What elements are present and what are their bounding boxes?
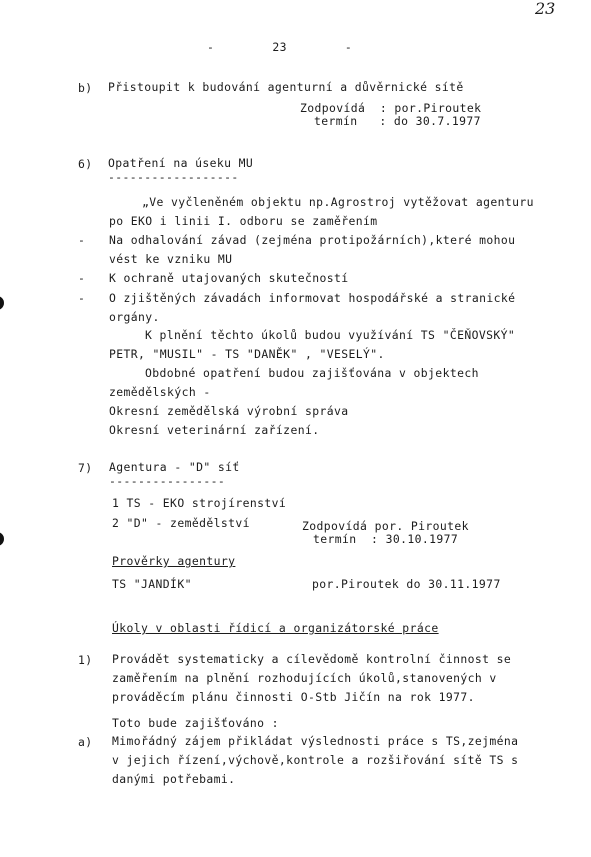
section-6-line: Na odhalování závad (zejména protipožárních),které mohou — [109, 233, 516, 247]
tasks-item-1-line: prováděcím plánu činnosti O-Stb Jičín na rok 1977. — [112, 690, 475, 704]
section-6-line: Okresní veterinární zařízení. — [109, 423, 320, 437]
tasks-item-1-line: Provádět systematicky a cílevědomě kontrolní činnost se — [112, 652, 512, 666]
tasks-note: Toto bude zajišťováno : — [112, 716, 279, 730]
section-6-line: Obdobné opatření budou zajišťována v objektech — [145, 366, 479, 380]
section-6-line: Okresní zemědělská výrobní správa — [109, 404, 349, 418]
section-6-line: orgány. — [109, 310, 160, 324]
section-7-item: 1 TS - EKO strojírenství — [112, 496, 287, 510]
section-7-title: Agentura - "D" síť — [109, 460, 240, 474]
agent-check-ts: TS "JANDÍK" — [112, 577, 192, 591]
section-6-title: Opatření na úseku MU — [108, 156, 254, 170]
section-7-deadline: termín : 30.10.1977 — [313, 532, 459, 546]
section-6-line: K plnění těchto úkolů budou využívání TS "ČEŇOVSKÝ" — [145, 328, 516, 342]
tasks-item-a-line: danými potřebami. — [112, 772, 236, 786]
section-6-line: O zjištěných závadách informovat hospodářské a stranické — [109, 291, 516, 305]
section-b-label: b) — [78, 81, 93, 95]
punch-hole — [0, 296, 4, 310]
punch-hole — [0, 532, 4, 546]
page-header: - 23 - — [207, 40, 353, 54]
tasks-item-a-line: Mimořádný zájem přikládat výslednosti práce s TS,zejména — [112, 734, 519, 748]
section-7-rule: ---------------- — [109, 474, 226, 488]
section-7-label: 7) — [78, 461, 93, 475]
section-6-label: 6) — [78, 157, 93, 171]
section-6-line: po EKO i linii I. odboru se zaměřením — [109, 214, 378, 228]
list-dash: - — [78, 291, 86, 305]
section-6-line: K ochraně utajovaných skutečností — [109, 271, 349, 285]
tasks-item-a-label: a) — [78, 735, 93, 749]
tasks-item-1-label: 1) — [78, 653, 93, 667]
section-7-item: 2 "D" - zemědělství — [112, 516, 250, 530]
list-dash: - — [78, 271, 86, 285]
section-6-line: „Ve vyčleněném objektu np.Agrostroj vytěžovat agenturu — [142, 195, 534, 209]
tasks-item-a-line: v jejich řízení,výchově,kontrole a rozšiřování sítě TS s — [112, 753, 519, 767]
section-6-line: zemědělských - — [109, 385, 211, 399]
section-7-responsible: Zodpovídá por. Piroutek — [302, 519, 469, 533]
section-b-deadline: termín : do 30.7.1977 — [314, 114, 481, 128]
list-dash: - — [78, 233, 86, 247]
section-6-line: vést ke vzniku MU — [109, 252, 233, 266]
section-6-rule: ------------------ — [108, 170, 239, 184]
handwritten-page-number: 23 — [535, 0, 556, 18]
agent-check-title: Prověrky agentury — [112, 554, 236, 568]
agent-check-responsible: por.Piroutek do 30.11.1977 — [312, 577, 501, 591]
tasks-item-1-line: zaměřením na plnění rozhodujících úkolů,stanovených v — [112, 671, 497, 685]
section-b-responsible: Zodpovídá : por.Piroutek — [300, 101, 482, 115]
tasks-heading: Úkoly v oblasti řídicí a organizátorské práce — [112, 621, 439, 635]
section-b-title: Přistoupit k budování agenturní a důvěrnické sítě — [108, 80, 464, 94]
section-6-line: PETR, "MUSIL" - TS "DANĚK" , "VESELÝ". — [109, 347, 385, 361]
